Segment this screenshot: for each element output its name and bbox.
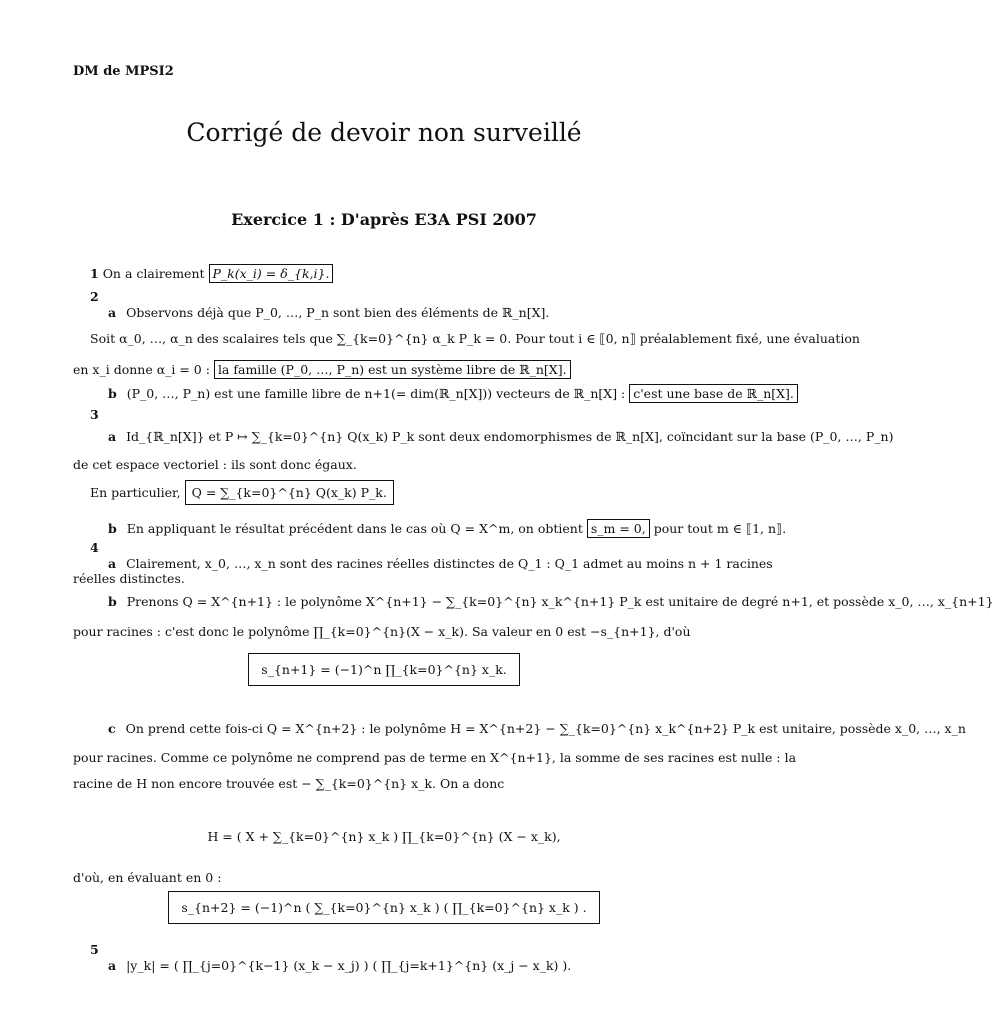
q4c-text: On prend cette fois-ci Q = X^{n+2} : le polynôme H = X^{n+2} − ∑_{k=0}^{n} x_k^{n+2} P_k est unitaire, possède x_0, …, x_n — [125, 721, 966, 736]
q2b-boxed-result: c'est une base de ℝ_n[X]. — [629, 384, 798, 403]
q4a-line2: réelles distinctes. — [73, 571, 185, 586]
q2a-boxed-result: la famille (P_0, …, P_n) est un système libre de ℝ_n[X]. — [214, 360, 571, 379]
q4c-line2: pour racines. Comme ce polynôme ne comprend pas de terme en X^{n+1}, la somme de ses racines est nulle : la — [73, 750, 797, 765]
q1-line — [90, 266, 333, 282]
q2a-text3: en x_i donne α_i = 0 : — [73, 362, 210, 377]
q3b-text: En appliquant le résultat précédent dans le cas où Q = X^m, on obtient — [126, 521, 583, 536]
q3a-label: a — [108, 429, 117, 444]
q4a-text: Clairement, x_0, …, x_n sont des racines réelles distinctes de Q_1 : Q_1 admet au moins n + 1 racines — [126, 556, 773, 571]
q2a-text: Observons déjà que P_0, …, P_n sont bien des éléments de ℝ_n[X]. — [126, 305, 550, 320]
q5-number: 5 — [90, 942, 99, 957]
q2a-label: a — [108, 305, 117, 320]
q4b-line2: pour racines : c'est donc le polynôme ∏_{k=0}^{n}(X − x_k). Sa valeur en 0 est −s_{n+1}, d'où — [73, 624, 691, 639]
q4a-label: a — [108, 556, 117, 571]
q4c-boxed-formula-wrap — [0, 900, 768, 915]
page-title: Corrigé de devoir non surveillé — [186, 118, 582, 147]
q5a-label: a — [108, 958, 117, 973]
q5a-line — [108, 958, 571, 974]
q3-particular-line — [90, 485, 394, 501]
q5a-text: |y_k| = ( ∏_{j=0}^{k−1} (x_k − x_j) ) ( ∏_{j=k+1}^{n} (x_j − x_k) ). — [126, 958, 572, 973]
q4c-line1 — [108, 721, 966, 737]
q4c-label: c — [108, 721, 116, 736]
q2a-line2: Soit α_0, …, α_n des scalaires tels que ∑_{k=0}^{n} α_k P_k = 0. Pour tout i ∈ ⟦0, n⟧ préalablement fixé, une évaluation — [90, 331, 860, 346]
q3a-line2: de cet espace vectoriel : ils sont donc égaux. — [73, 457, 357, 472]
q3b-text-post: pour tout m ∈ ⟦1, n⟧. — [653, 521, 787, 536]
q3a-line1 — [108, 429, 893, 445]
q1-text: On a clairement — [102, 266, 205, 281]
q4c-line3: racine de H non encore trouvée est − ∑_{k=0}^{n} x_k. On a donc — [73, 776, 505, 791]
q4b-boxed-formula-wrap — [0, 662, 768, 677]
q3-number: 3 — [90, 407, 99, 422]
q3b-line — [108, 521, 786, 537]
q3b-boxed-result: s_m = 0, — [587, 519, 650, 538]
q4c-equation: H = ( X + ∑_{k=0}^{n} x_k ) ∏_{k=0}^{n} (X − x_k), — [207, 829, 561, 844]
q2b-label: b — [108, 386, 117, 401]
q4c-line4: d'où, en évaluant en 0 : — [73, 870, 222, 885]
q4b-label: b — [108, 594, 117, 609]
document-header: DM de MPSI2 — [73, 64, 174, 79]
exercise-title: Exercice 1 : D'après E3A PSI 2007 — [231, 210, 537, 229]
q2b-text: (P_0, …, P_n) est une famille libre de n+1(= dim(ℝ_n[X])) vecteurs de ℝ_n[X] : — [126, 386, 626, 401]
q4-number: 4 — [90, 540, 99, 555]
q4b-boxed-formula: s_{n+1} = (−1)^n ∏_{k=0}^{n} x_k. — [248, 653, 520, 686]
q2a-line3 — [73, 362, 571, 378]
q3-boxed-formula: Q = ∑_{k=0}^{n} Q(x_k) P_k. — [185, 480, 394, 505]
q3a-text: Id_{ℝ_n[X]} et P ↦ ∑_{k=0}^{n} Q(x_k) P_k sont deux endomorphismes de ℝ_n[X], coïncidant sur la base (P_0, …, P_n) — [126, 429, 894, 444]
q4b-line1 — [108, 594, 994, 610]
q1-boxed-result: P_k(x_i) = δ_{k,i}. — [209, 264, 334, 283]
q2a-line1 — [108, 305, 549, 321]
q1-number: 1 — [90, 266, 99, 281]
q3b-label: b — [108, 521, 117, 536]
q4a-line1 — [108, 556, 773, 572]
q3-particular-text: En particulier, — [90, 485, 181, 500]
q2-number: 2 — [90, 289, 99, 304]
q2b-line — [108, 386, 798, 402]
q4c-boxed-formula: s_{n+2} = (−1)^n ( ∑_{k=0}^{n} x_k ) ( ∏_{k=0}^{n} x_k ) . — [168, 891, 599, 924]
q4b-text: Prenons Q = X^{n+1} : le polynôme X^{n+1} − ∑_{k=0}^{n} x_k^{n+1} P_k est unitaire de degré n+1, et possède x_0, …, x_{n+1} — [126, 594, 994, 609]
